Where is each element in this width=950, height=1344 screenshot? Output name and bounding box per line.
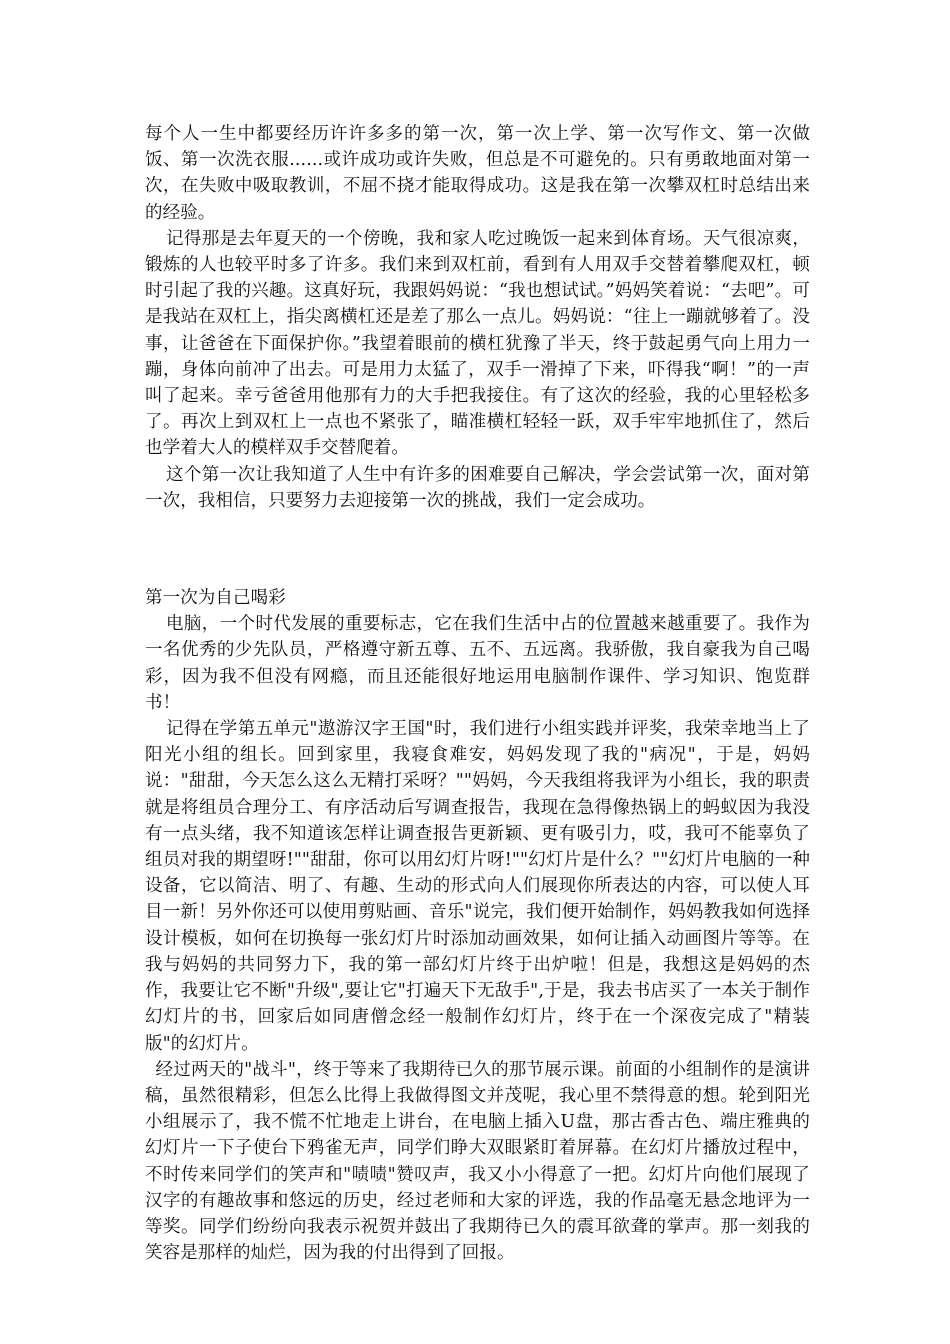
document-page — [145, 121, 810, 1266]
section1-paragraph-intro: 每个人一生中都要经历许许多多的第一次，第一次上学、第一次写作文、第一次做饭、第一次洗衣服......或许成功或许失败，但总是不可避免的。只有勇敢地面对第一次，在失败中吸取教训，不屈不挠才能取得成功。这是我在第一次攀双杠时总结出来的经验。 — [145, 124, 810, 223]
section-spacer — [145, 514, 810, 585]
section1-paragraph-conclusion: 这个第一次让我知道了人生中有许多的困难要自己解决，学会尝试第一次，面对第一次，我相信，只要努力去迎接第一次的挑战，我们一定会成功。 — [145, 464, 810, 511]
section2-paragraph-conclusion: 经过两天的"战斗"，终于等来了我期待已久的那节展示课。前面的小组制作的是演讲稿，虽然很精彩，但怎么比得上我做得图文并茂呢，我心里不禁得意的想。轮到阳光小组展示了，我不慌不忙地走上讲台，在电脑上插入U盘，那古香古色、端庄雅典的幻灯片一下子使台下鸦雀无声，同学们睁大双眼紧盯着屏幕。在幻灯片播放过程中，不时传来同学们的笑声和"啧啧"赞叹声，我又小小得意了一把。幻灯片向他们展现了汉字的有趣故事和悠远的历史，经过老师和大家的评选，我的作品毫无悬念地评为一等奖。同学们纷纷向我表示祝贺并鼓出了我期待已久的震耳欲聋的掌声。那一刻我的笑容是那样的灿烂，因为我的付出得到了回报。 — [145, 1059, 810, 1264]
section2-title: 第一次为自己喝彩 — [145, 588, 286, 609]
section2-paragraph-intro: 电脑，一个时代发展的重要标志，它在我们生活中占的位置越来越重要了。我作为一名优秀的少先队员，严格遵守新五尊、五不、五远离。我骄傲，我自豪我为自己喝彩，因为我不但没有网瘾，而且还能很好地运用电脑制作课件、学习知识、饱览群书！ — [145, 614, 810, 713]
section1-paragraph-story: 记得那是去年夏天的一个傍晚，我和家人吃过晚饭一起来到体育场。天气很凉爽，锻炼的人也较平时多了许多。我们来到双杠前，看到有人用双手交替着攀爬双杠，顿时引起了我的兴趣。这真好玩，我跟妈妈说：“我也想试试。”妈妈笑着说：“去吧”。可是我站在双杠上，指尖离横杠还是差了那么一点儿。妈妈说：“往上一蹦就够着了。没事，让爸爸在下面保护你。”我望着眼前的横杠犹豫了半天，终于鼓起勇气向上用力一蹦，身体向前冲了出去。可是用力太猛了，双手一滑掉了下来，吓得我“啊！”的一声叫了起来。幸亏爸爸用他那有力的大手把我接住。有了这次的经验，我的心里轻松多了。再次上到双杠上一点也不紧张了，瞄准横杠轻轻一跃，双手牢牢地抓住了，然后也学着大人的模样双手交替爬着。 — [145, 228, 810, 459]
section2-paragraph-story: 记得在学第五单元"遨游汉字王国"时，我们进行小组实践并评奖，我荣幸地当上了阳光小组的组长。回到家里，我寝食难安，妈妈发现了我的"病况"，于是，妈妈说："甜甜，今天怎么这么无精打采呀？""妈妈，今天我组将我评为小组长，我的职责就是将组员合理分工、有序活动后写调查报告，我现在急得像热锅上的蚂蚁因为我没有一点头绪，我不知道该怎样让调查报告更新颖、更有吸引力，哎，我可不能辜负了组员对我的期望呀!""甜甜，你可以用幻灯片呀!""幻灯片是什么？""幻灯片电脑的一种设备，它以简洁、明了、有趣、生动的形式向人们展现你所表达的内容，可以使人耳目一新！另外你还可以使用剪贴画、音乐"说完，我们便开始制作，妈妈教我如何选择设计模板，如何在切换每一张幻灯片时添加动画效果，如何让插入动画图片等等。在我与妈妈的共同努力下，我的第一部幻灯片终于出炉啦！但是，我想这是妈妈的杰作，我要让它不断"升级",要让它"打遍天下无敌手",于是，我去书店买了一本关于制作幻灯片的书，回家后如同唐僧念经一般制作幻灯片，终于在一个深夜完成了"精装版"的幻灯片。 — [145, 719, 810, 1054]
